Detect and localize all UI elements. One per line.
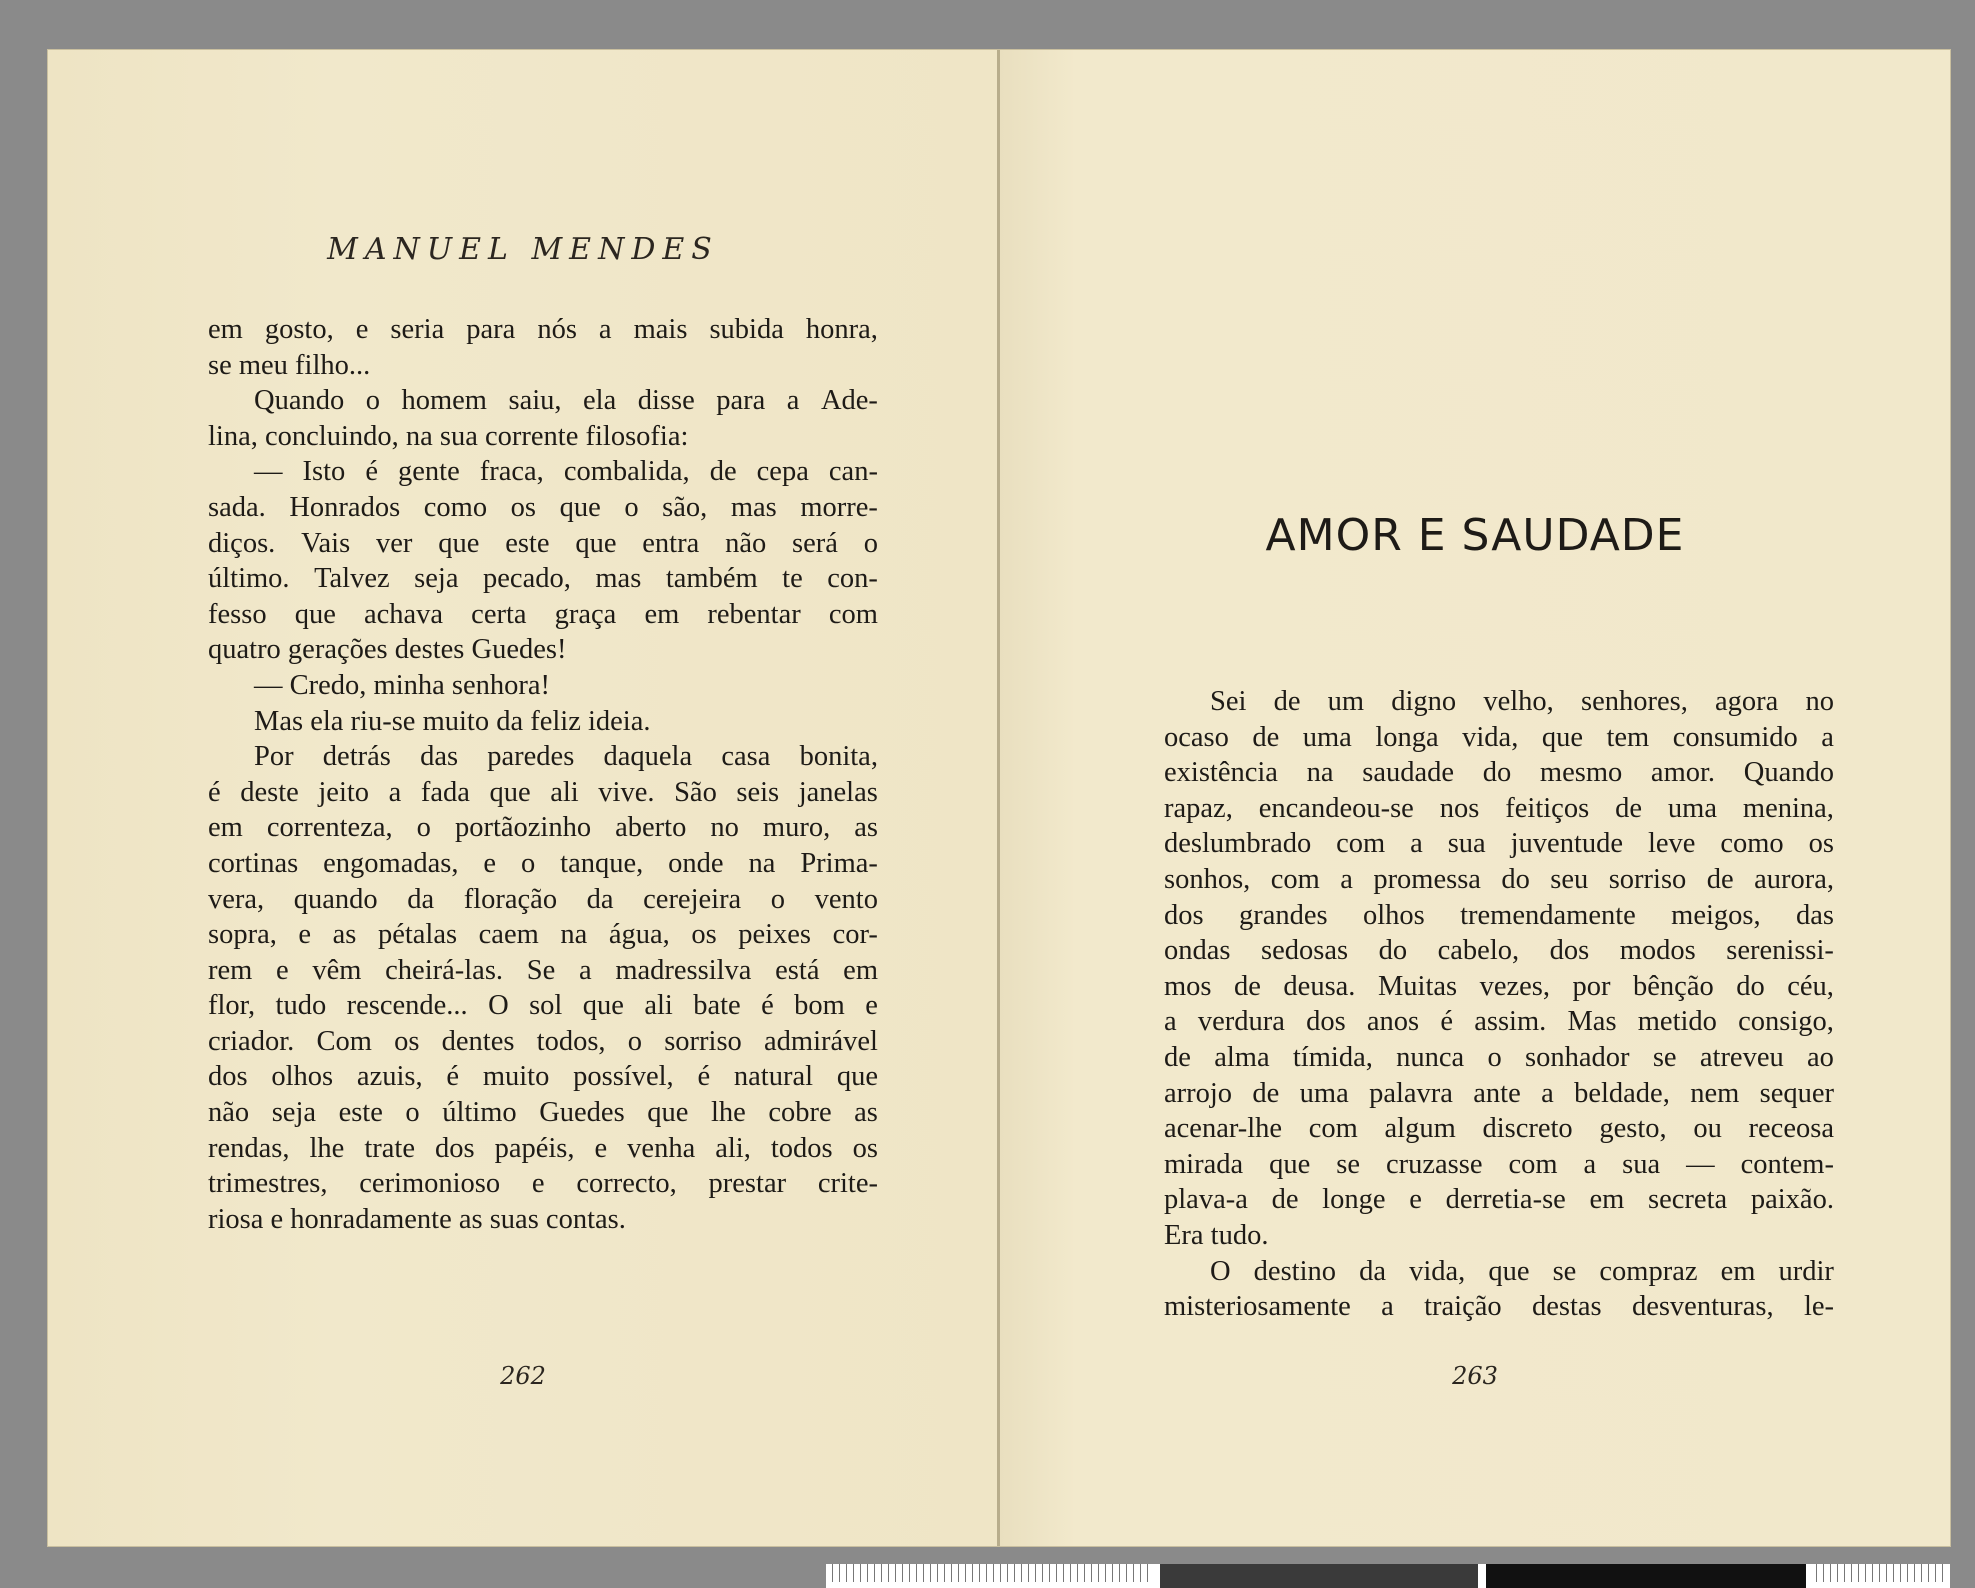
text-line: sada. Honrados como os que o são, mas morre- — [208, 491, 878, 523]
text-line: arrojo de uma palavra ante a beldade, nem sequer — [1164, 1077, 1834, 1109]
text-line: existência na saudade do mesmo amor. Quando — [1164, 757, 1834, 789]
text-line: vera, quando da floração da cerejeira o vento — [208, 883, 878, 915]
text-line: deslumbrado com a sua juventude leve como os — [1164, 828, 1834, 860]
text-line: mos de deusa. Muitas vezes, por bênção do céu, — [1164, 970, 1834, 1002]
text-line: é deste jeito a fada que ali vive. São seis janelas — [208, 776, 878, 808]
text-line: lina, concluindo, na sua corrente filosofia: — [208, 420, 689, 452]
text-line: Quando o homem saiu, ela disse para a Ade- — [254, 385, 878, 417]
text-line: O destino da vida, que se compraz em urdir — [1210, 1255, 1834, 1287]
left-page-text — [208, 312, 878, 1237]
text-line: ondas sedosas do cabelo, dos modos serenissi- — [1164, 935, 1834, 967]
text-line: ocaso de uma longa vida, que tem consumido a — [1164, 721, 1834, 753]
text-line: misteriosamente a traição destas desventuras, le- — [1164, 1291, 1834, 1323]
text-line: sonhos, com a promessa do seu sorriso de aurora, — [1164, 863, 1834, 895]
text-line: — Isto é gente fraca, combalida, de cepa can- — [254, 456, 878, 488]
text-line: criador. Com os dentes todos, o sorriso admirável — [208, 1025, 878, 1057]
ruler-ticks — [1816, 1564, 1944, 1582]
text-line: Por detrás das paredes daquela casa bonita, — [254, 741, 878, 773]
text-line: sopra, e as pétalas caem na água, os peixes cor- — [208, 919, 878, 951]
right-page — [1000, 50, 1950, 1546]
text-line: Mas ela riu-se muito da feliz ideia. — [254, 705, 651, 737]
text-line: em gosto, e seria para nós a mais subida honra, — [208, 314, 878, 345]
page-number: 263 — [1452, 1362, 1498, 1390]
scan-color-ruler — [826, 1564, 1950, 1588]
text-line: mirada que se cruzasse com a sua — contem- — [1164, 1148, 1834, 1180]
text-line: cortinas engomadas, e o tanque, onde na Prima- — [208, 847, 878, 879]
text-line: rapaz, encandeou-se nos feitiços de uma menina, — [1164, 792, 1834, 824]
gray-patch — [1160, 1564, 1478, 1588]
text-line: plava-a de longe e derretia-se em secreta paixão. — [1164, 1184, 1834, 1216]
ruler-ticks — [832, 1564, 1152, 1582]
text-line: a verdura dos anos é assim. Mas metido consigo, — [1164, 1006, 1834, 1038]
left-page — [48, 50, 998, 1546]
text-line: rem e vêm cheirá-las. Se a madressilva está em — [208, 954, 878, 986]
right-page-text — [1164, 684, 1834, 1325]
text-line: dos olhos azuis, é muito possível, é natural que — [208, 1061, 878, 1093]
running-head: MANUEL MENDES — [327, 232, 719, 267]
text-line: se meu filho... — [208, 349, 371, 381]
text-line: de alma tímida, nunca o sonhador se atreveu ao — [1164, 1041, 1834, 1073]
text-line: acenar-lhe com algum discreto gesto, ou receosa — [1164, 1113, 1834, 1145]
text-line: fesso que achava certa graça em rebentar com — [208, 598, 878, 630]
text-line: em correnteza, o portãozinho aberto no muro, as — [208, 812, 878, 844]
text-line: flor, tudo rescende... O sol que ali bate é bom e — [208, 990, 878, 1022]
text-line: trimestres, cerimonioso e correcto, prestar crite- — [208, 1168, 878, 1200]
text-line: diços. Vais ver que este que entra não será o — [208, 527, 878, 559]
text-line: dos grandes olhos tremendamente meigos, das — [1164, 899, 1834, 931]
text-line: não seja este o último Guedes que lhe cobre as — [208, 1097, 878, 1129]
text-line: último. Talvez seja pecado, mas também te con- — [208, 563, 878, 595]
chapter-title: AMOR E SAUDADE — [1265, 510, 1685, 561]
text-line: Sei de um digno velho, senhores, agora no — [1210, 686, 1834, 717]
text-line: Era tudo. — [1164, 1219, 1269, 1251]
text-line: — Credo, minha senhora! — [254, 669, 551, 701]
text-line: quatro gerações destes Guedes! — [208, 634, 567, 666]
text-line: riosa e honradamente as suas contas. — [208, 1203, 626, 1235]
text-line: rendas, lhe trate dos papéis, e venha ali, todos os — [208, 1132, 878, 1164]
open-book — [48, 50, 1950, 1546]
page-number: 262 — [500, 1362, 546, 1390]
black-patch — [1486, 1564, 1806, 1588]
